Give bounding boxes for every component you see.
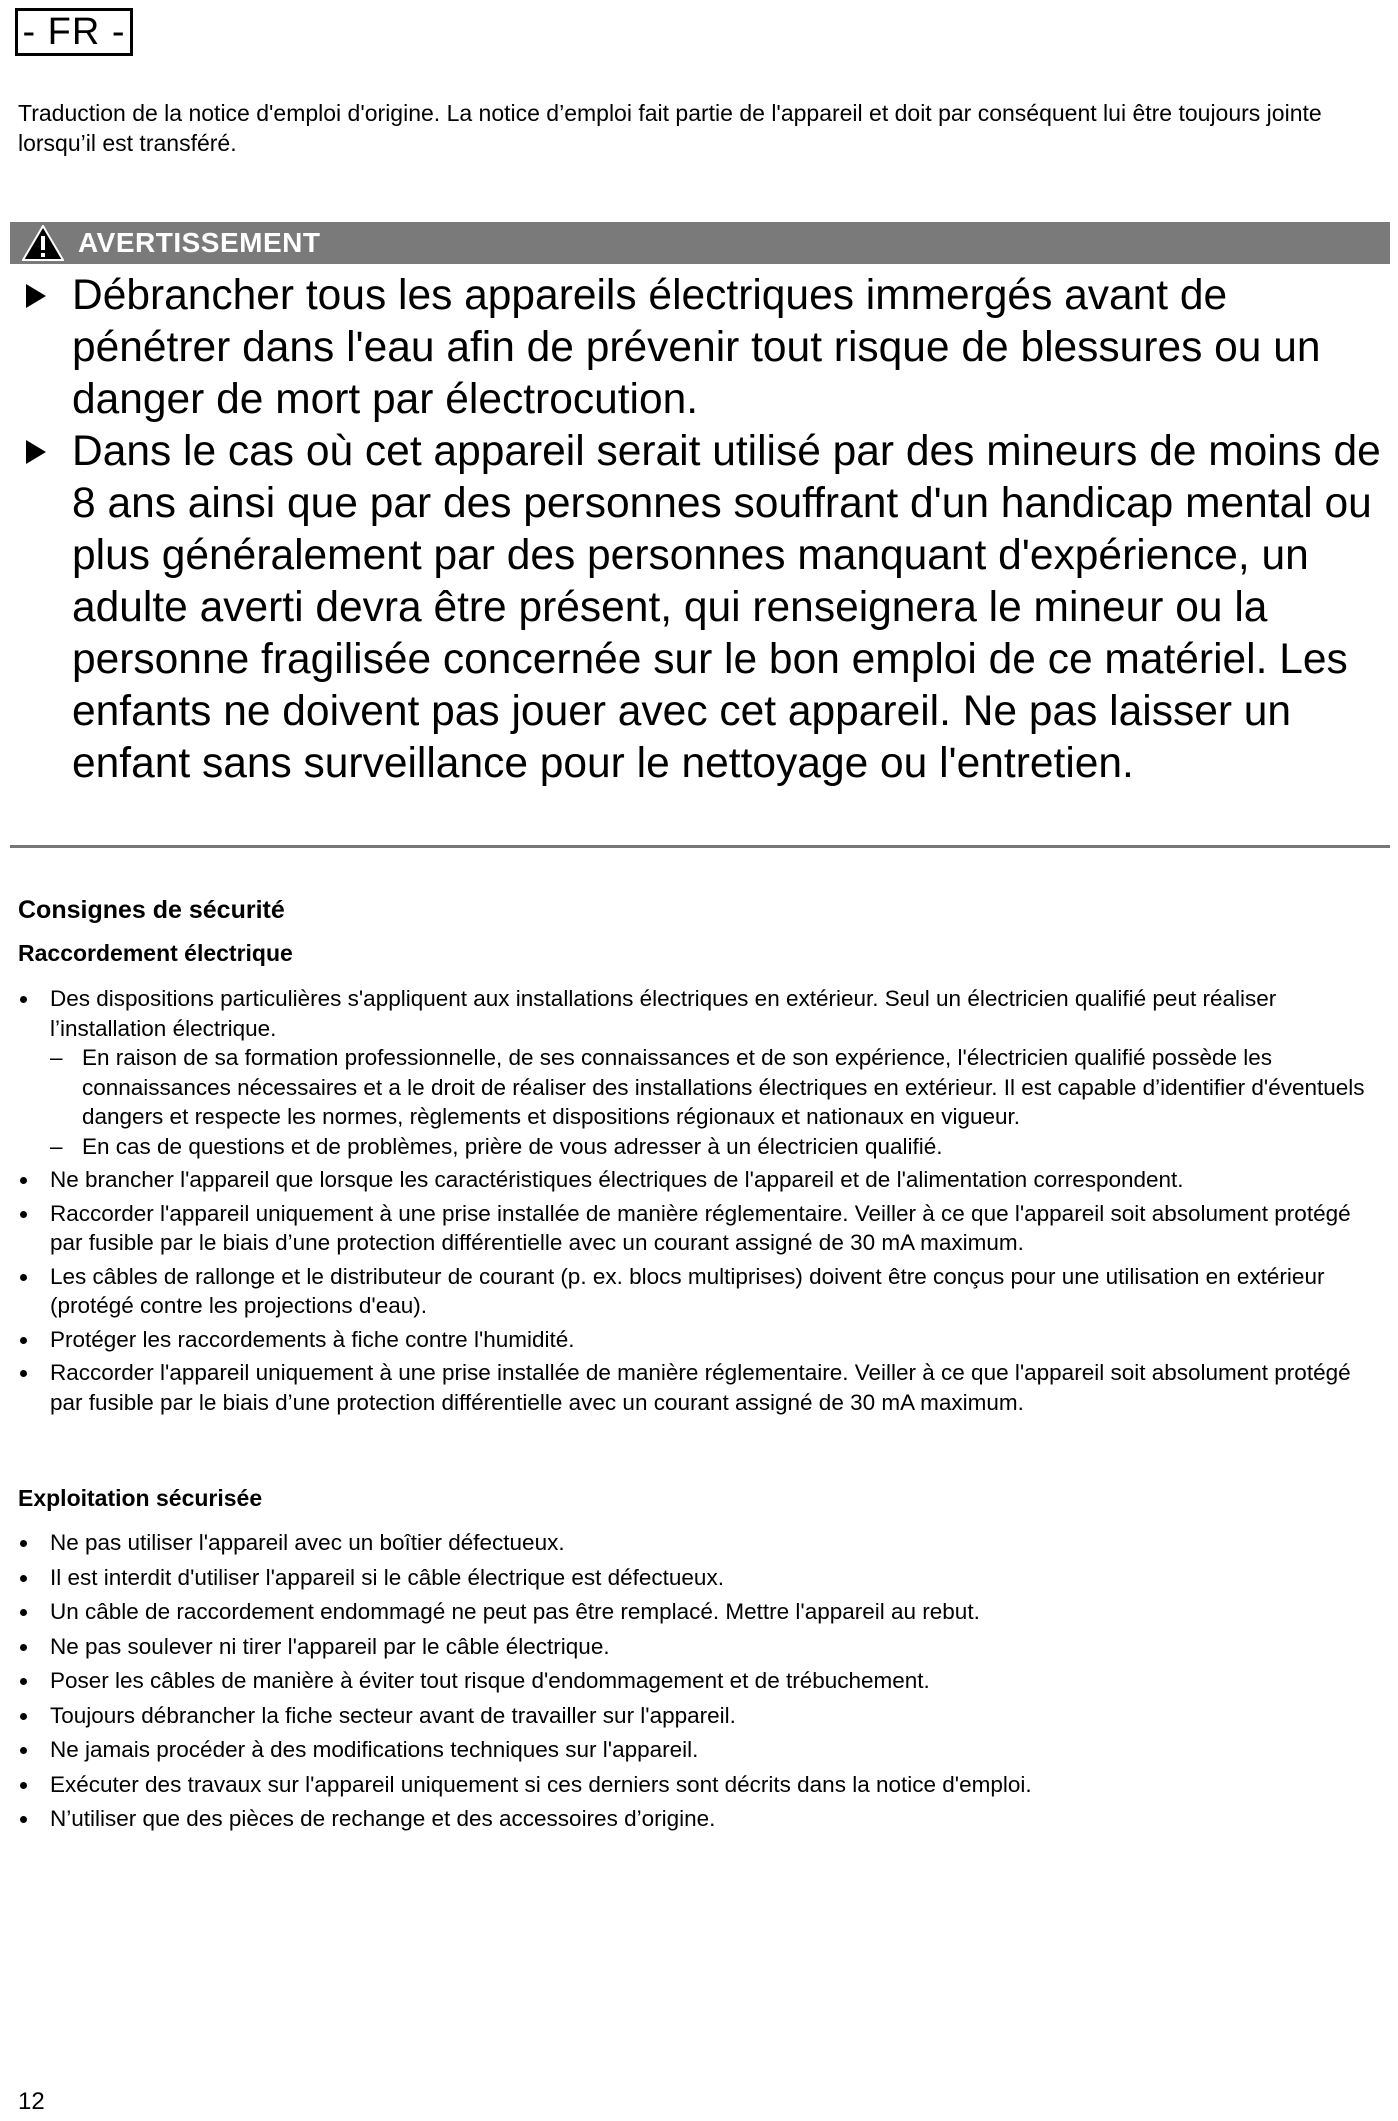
list-item: Raccorder l'appareil uniquement à une prise installée de manière réglementaire. Veiller à ce que l'appareil soit absolument protégé par fusible par le biais d’une protection différentielle avec un courant assigné de 30 mA maximum.: [18, 1358, 1380, 1417]
bullet-icon: [20, 1177, 27, 1184]
list-item: N’utiliser que des pièces de rechange et des accessoires d’origine.: [18, 1804, 1380, 1834]
list-item: Protéger les raccordements à fiche contre l'humidité.: [18, 1325, 1380, 1355]
list-item: Des dispositions particulières s'appliquent aux installations électriques en extérieur. Seul un électricien qualifié peut réaliser l’installation électrique. – En raison de sa formation professionnelle, de ses connaissances et de son expérience, l'électricien qualifié possède les connaissances nécessaires et a le droit de réaliser des installations électriques en extérieur. Il est capable d’identifier d'éventuels dangers et respecte les normes, règlements et dispositions régionaux et nationaux en vigueur. – En cas de questions et de problèmes, prière de vous adresser à un électricien qualifié.: [18, 984, 1380, 1161]
bullet-icon: [20, 1609, 27, 1616]
bullet-icon: [20, 1274, 27, 1281]
intro-paragraph: Traduction de la notice d'emploi d'origine. La notice d’emploi fait partie de l'appareil et doit par conséquent lui être toujours jointe lorsqu’il est transféré.: [18, 100, 1322, 156]
bullet-icon: [20, 1816, 27, 1823]
arrow-right-icon: [26, 440, 46, 464]
list-item: Les câbles de rallonge et le distributeur de courant (p. ex. blocs multiprises) doivent être conçus pour une utilisation en extérieur (protégé contre les projections d'eau).: [18, 1262, 1380, 1321]
bullet-icon: [20, 1575, 27, 1582]
bullet-icon: [20, 1540, 27, 1547]
list-item: Un câble de raccordement endommagé ne peut pas être remplacé. Mettre l'appareil au rebut.: [18, 1597, 1380, 1627]
warning-list: [22, 270, 1382, 790]
bullet-icon: [20, 1644, 27, 1651]
list-item: Poser les câbles de manière à éviter tout risque d'endommagement et de trébuchement.: [18, 1666, 1380, 1696]
list-item: Ne jamais procéder à des modifications techniques sur l'appareil.: [18, 1735, 1380, 1765]
subsection-heading-operation: Exploitation sécurisée: [18, 1485, 263, 1511]
warning-banner: [10, 222, 1390, 264]
sub-list-item: – En raison de sa formation professionnelle, de ses connaissances et de son expérience, l'électricien qualifié possède les connaissances nécessaires et a le droit de réaliser des installations électriques en extérieur. Il est capable d’identifier d'éventuels dangers et respecte les normes, règlements et dispositions régionaux et nationaux en vigueur.: [50, 1045, 1365, 1129]
warning-item: Dans le cas où cet appareil serait utilisé par des mineurs de moins de 8 ans ainsi que par des personnes souffrant d'un handicap mental ou plus généralement par des personnes manquant d'expérience, un adulte averti devra être présent, qui renseignera le mineur ou la personne fragilisée concernée sur le bon emploi de ce matériel. Les enfants ne doivent pas jouer avec cet appareil. Ne pas laisser un enfant sans surveillance pour le nettoyage ou l'entretien.: [22, 426, 1382, 790]
list-item: Il est interdit d'utiliser l'appareil si le câble électrique est défectueux.: [18, 1563, 1380, 1593]
operation-list: [18, 1528, 1380, 1839]
page-number: 12: [18, 2088, 45, 2115]
subsection-heading-electrical: Raccordement électrique: [18, 940, 293, 966]
bullet-icon: [20, 1337, 27, 1344]
bullet-icon: [20, 1370, 27, 1377]
list-item: Ne brancher l'appareil que lorsque les caractéristiques électriques de l'appareil et de l'alimentation correspondent.: [18, 1165, 1380, 1195]
list-item: Raccorder l'appareil uniquement à une prise installée de manière réglementaire. Veiller à ce que l'appareil soit absolument protégé par fusible par le biais d’une protection différentielle avec un courant assigné de 30 mA maximum.: [18, 1199, 1380, 1258]
electrical-list: [18, 984, 1380, 1417]
warning-triangle-icon: [22, 225, 64, 261]
sub-list: [50, 1043, 1380, 1161]
list-item: Toujours débrancher la fiche secteur avant de travailler sur l'appareil.: [18, 1701, 1380, 1731]
language-tag: - FR -: [15, 8, 133, 56]
warning-divider: [10, 845, 1390, 848]
bullet-icon: [20, 1713, 27, 1720]
list-item: Exécuter des travaux sur l'appareil uniquement si ces derniers sont décrits dans la notice d'emploi.: [18, 1770, 1380, 1800]
bullet-icon: [20, 996, 27, 1003]
bullet-icon: [20, 1678, 27, 1685]
bullet-icon: [20, 1211, 27, 1218]
section-heading: Consignes de sécurité: [18, 896, 285, 924]
arrow-right-icon: [26, 284, 46, 308]
list-item: Ne pas utiliser l'appareil avec un boîtier défectueux.: [18, 1528, 1380, 1558]
warning-item: Débrancher tous les appareils électriques immergés avant de pénétrer dans l'eau afin de prévenir tout risque de blessures ou un danger de mort par électrocution.: [22, 270, 1382, 426]
bullet-icon: [20, 1782, 27, 1789]
sub-list-item: – En cas de questions et de problèmes, prière de vous adresser à un électricien qualifié.: [50, 1133, 943, 1159]
bullet-icon: [20, 1747, 27, 1754]
warning-title: AVERTISSEMENT: [78, 227, 321, 258]
list-item: Ne pas soulever ni tirer l'appareil par le câble électrique.: [18, 1632, 1380, 1662]
